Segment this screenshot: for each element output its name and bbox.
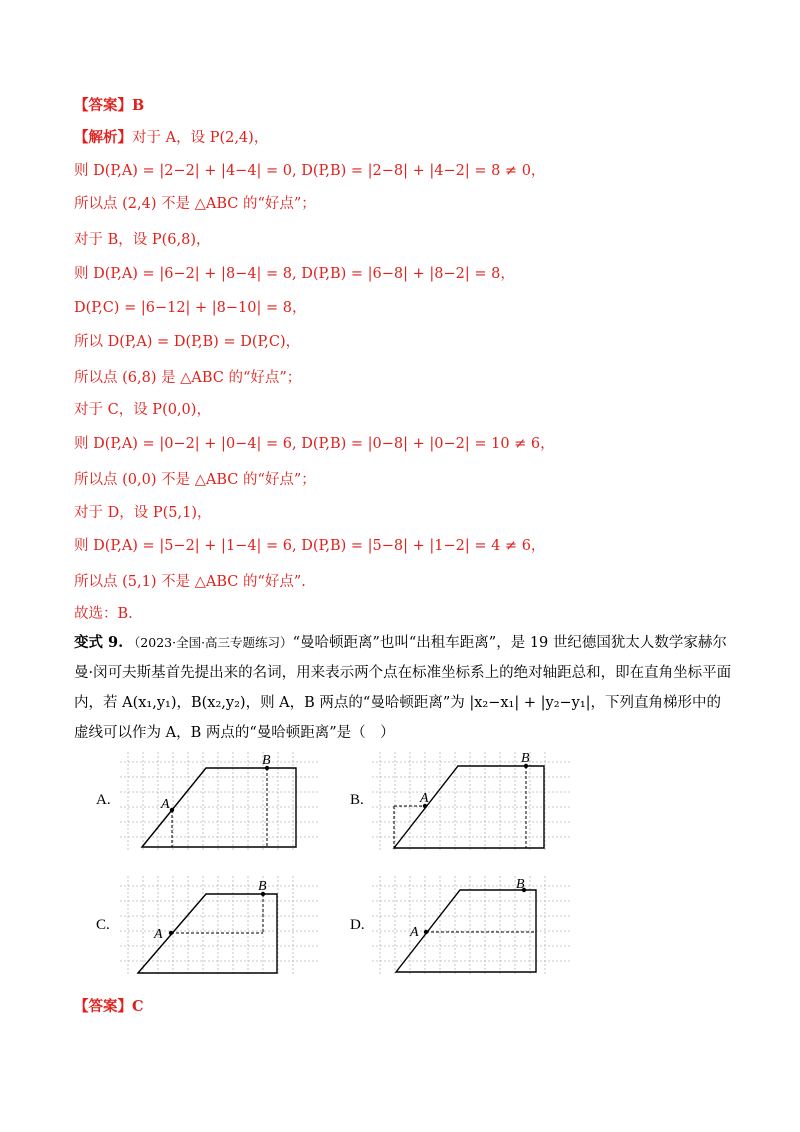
analysis-line-4: 则 D(P,A) = |6−2| + |8−4| = 8, D(P,B) = |6−8| + |8−2| = 8， [74, 266, 515, 282]
analysis-line-13: 所以点 (5,1) 不是 △ABC 的“好点”. [74, 574, 306, 590]
analysis-line-12: 则 D(P,A) = |5−2| + |1−4| = 6, D(P,B) = |5−8| + |1−2| = 4 ≠ 6， [74, 538, 546, 554]
variant-question [74, 628, 734, 748]
label-b: B [262, 753, 271, 768]
analysis-line-5: D(P,C) = |6−12| + |8−10| = 8， [74, 300, 307, 316]
label-a: A [420, 791, 429, 806]
variant-label: 变式 9. [74, 634, 124, 651]
analysis-conclusion: 故选：B. [74, 606, 133, 622]
option-c-figure [120, 876, 320, 976]
label-b: B [516, 877, 525, 892]
option-d-figure [372, 876, 572, 976]
analysis-line-11: 对于 D，设 P(5,1)， [74, 505, 212, 521]
option-a-figure [120, 752, 320, 852]
analysis-line-0: 【解析】对于 A，设 P(2,4)， [74, 129, 269, 146]
point-a [170, 808, 174, 812]
analysis-line-7: 所以点 (6,8) 是 △ABC 的“好点”； [74, 370, 302, 386]
analysis-line-10: 所以点 (0,0) 不是 △ABC 的“好点”； [74, 472, 316, 488]
option-a-label: A. [96, 792, 111, 808]
option-b-label: B. [350, 792, 364, 808]
label-b: B [258, 879, 267, 894]
variant-text: “曼哈顿距离”也叫“出租车距离”，是 19 世纪德国犹太人数学家赫尔曼·闵可夫斯基首先提出来的名词，用来表示两个点在标准坐标系上的绝对轴距总和，即在直角坐标平面内，若 A(x₁,y₁)，B(x₂,y₂)，则 A，B 两点的“曼哈顿距离”为 |x₂−x₁| + |y₂−y₁|，下列直角梯形中的虚线可以作为 A，B 两点的“曼哈顿距离”是（ ） [74, 635, 732, 741]
variant-source: （2023·全国·高三专题练习） [127, 635, 293, 650]
analysis-line-2: 所以点 (2,4) 不是 △ABC 的“好点”； [74, 196, 316, 212]
point-a [169, 931, 173, 935]
label-a: A [161, 797, 170, 812]
option-d-label: D. [350, 917, 365, 933]
point-a [424, 930, 428, 934]
analysis-line-8: 对于 C，设 P(0,0)， [74, 402, 211, 418]
answer-2: 【答案】C [74, 998, 144, 1015]
analysis-line-9: 则 D(P,A) = |0−2| + |0−4| = 6, D(P,B) = |0−8| + |0−2| = 10 ≠ 6， [74, 436, 555, 452]
answer-1: 【答案】B [74, 97, 145, 114]
analysis-line-3: 对于 B，设 P(6,8)， [74, 232, 211, 248]
option-b-figure [372, 752, 572, 852]
analysis-line-6: 所以 D(P,A) = D(P,B) = D(P,C)， [74, 334, 301, 350]
label-a: A [154, 927, 163, 942]
label-a: A [410, 925, 419, 940]
option-c-label: C. [96, 917, 110, 933]
analysis-tag: 【解析】 [74, 129, 132, 146]
label-b: B [521, 752, 530, 766]
analysis-line-1: 则 D(P,A) = |2−2| + |4−4| = 0, D(P,B) = |2−8| + |4−2| = 8 ≠ 0， [74, 163, 546, 179]
